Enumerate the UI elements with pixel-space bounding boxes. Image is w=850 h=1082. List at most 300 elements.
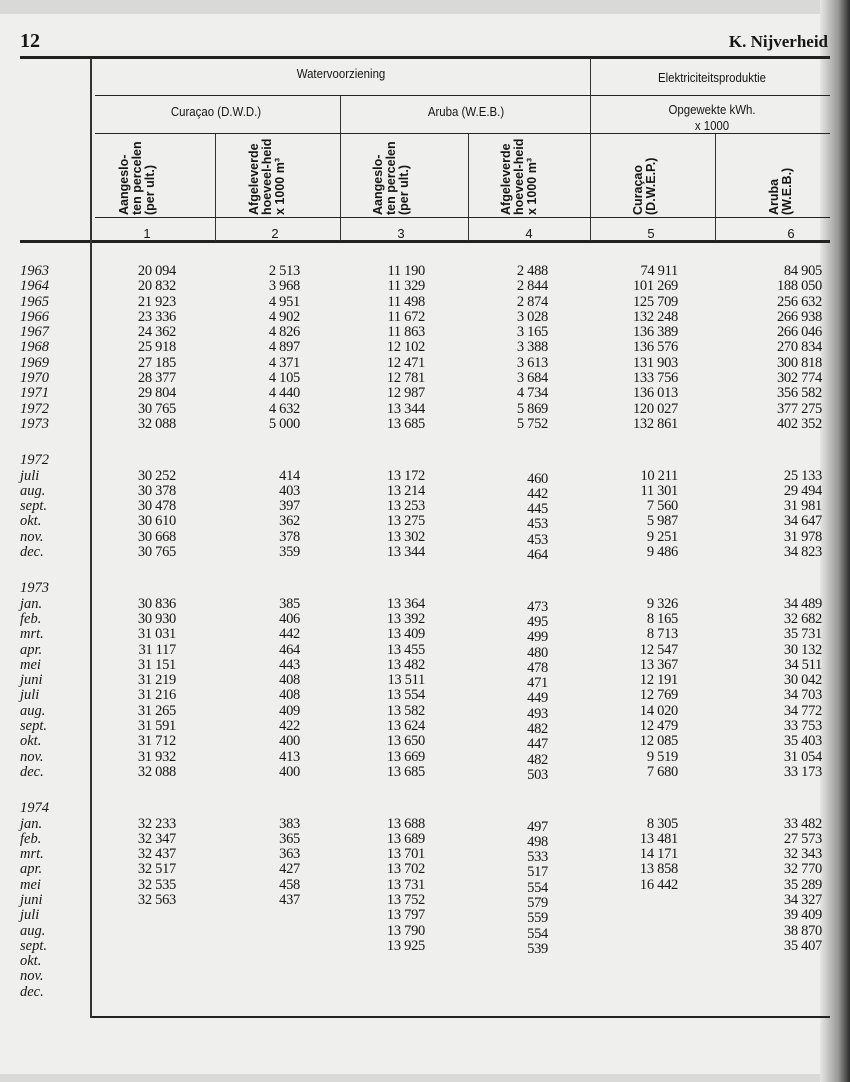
cell-col3: 11 863 xyxy=(387,324,425,341)
cell-col6: 34 703 xyxy=(783,687,822,704)
table-row xyxy=(0,922,836,942)
cell-col1: 32 347 xyxy=(137,830,176,847)
cell-col2: 4 632 xyxy=(268,400,300,417)
cell-col6: 34 647 xyxy=(783,513,822,530)
cell-col6: 402 352 xyxy=(776,415,822,432)
row-period: juni xyxy=(20,672,43,689)
row-period: dec. xyxy=(20,544,44,561)
cell-col5: 8 165 xyxy=(646,610,678,627)
cell-col2: 5 000 xyxy=(268,415,300,432)
cell-col5: 9 486 xyxy=(646,544,678,561)
cell-col4: 4 734 xyxy=(516,385,548,402)
cell-col6: 35 731 xyxy=(783,626,822,643)
cell-col3: 13 669 xyxy=(386,748,425,765)
cell-col1: 30 478 xyxy=(137,498,176,515)
cell-col5: 12 191 xyxy=(639,672,678,689)
table-row xyxy=(0,264,836,279)
cell-col5: 7 680 xyxy=(646,763,678,780)
cell-col1: 30 378 xyxy=(137,482,176,499)
cell-col2: 400 xyxy=(279,763,300,780)
cell-col4: 447 xyxy=(527,736,548,753)
section-year-label: 1973 xyxy=(20,580,49,597)
table-row xyxy=(0,861,836,881)
table-row xyxy=(0,907,836,927)
cell-col6: 32 682 xyxy=(783,610,822,627)
cell-col1: 32 563 xyxy=(137,891,176,908)
cell-col4: 493 xyxy=(527,705,548,722)
cell-col4: 2 874 xyxy=(516,293,548,310)
cell-col6: 35 289 xyxy=(783,876,822,893)
cell-col2: 427 xyxy=(279,861,300,878)
cell-col6: 270 834 xyxy=(776,339,822,356)
cell-col5: 120 027 xyxy=(632,400,678,417)
col-number: 4 xyxy=(525,226,533,241)
cell-col5: 5 987 xyxy=(646,513,678,530)
cell-col1: 30 252 xyxy=(137,467,176,484)
cell-col3: 13 731 xyxy=(386,876,425,893)
row-period: sept. xyxy=(20,498,47,515)
cell-col6: 34 489 xyxy=(783,595,822,612)
cell-col6: 39 409 xyxy=(783,907,822,924)
cell-col1: 27 185 xyxy=(137,354,176,371)
table-row xyxy=(0,763,836,783)
cell-col3: 13 702 xyxy=(386,861,425,878)
header-curacao-dwd: Curaçao (D.W.D.) xyxy=(170,104,262,119)
table-row xyxy=(0,985,836,1000)
cell-col2: 383 xyxy=(279,815,300,832)
cell-col4: 442 xyxy=(527,485,548,502)
row-period: juli xyxy=(20,687,40,704)
col-number: 1 xyxy=(143,226,151,241)
cell-col5: 133 756 xyxy=(632,370,678,387)
cell-col4: 453 xyxy=(527,531,548,548)
cell-col2: 397 xyxy=(279,498,300,515)
cell-col1: 20 832 xyxy=(137,278,176,295)
row-period: mrt. xyxy=(20,626,44,643)
cell-col3: 11 329 xyxy=(387,278,425,295)
table-row xyxy=(0,544,836,564)
col-number: 5 xyxy=(647,226,655,241)
cell-col6: 356 582 xyxy=(776,385,822,402)
cell-col5: 136 576 xyxy=(632,339,678,356)
cell-col5: 136 013 xyxy=(632,385,678,402)
cell-col6: 27 573 xyxy=(783,830,822,847)
cell-col2: 403 xyxy=(279,482,300,499)
header-kwh: Opgewekte kWh. xyxy=(668,102,756,117)
cell-col5: 12 085 xyxy=(639,733,678,750)
cell-col2: 408 xyxy=(279,672,300,689)
cell-col3: 12 471 xyxy=(386,354,425,371)
cell-col2: 4 440 xyxy=(268,385,300,402)
cell-col3: 11 190 xyxy=(387,263,425,279)
cell-col3: 13 688 xyxy=(386,815,425,832)
col-divider xyxy=(715,133,716,241)
cell-col4: 478 xyxy=(527,659,548,676)
cell-col4: 499 xyxy=(527,629,548,646)
cell-col1: 32 535 xyxy=(137,876,176,893)
cell-col6: 302 774 xyxy=(776,370,822,387)
cell-col1: 32 233 xyxy=(137,815,176,832)
table-row xyxy=(0,340,836,355)
cell-col4: 449 xyxy=(527,690,548,707)
section-divider xyxy=(590,58,591,241)
row-period: mei xyxy=(20,656,41,673)
cell-col6: 33 173 xyxy=(783,763,822,780)
cell-col1: 31 216 xyxy=(137,687,176,704)
table-row xyxy=(0,279,836,294)
table-row xyxy=(0,969,836,984)
table-row xyxy=(0,626,836,646)
table-row xyxy=(0,733,836,753)
row-period: 1967 xyxy=(20,324,49,341)
cell-col4: 3 613 xyxy=(516,354,548,371)
cell-col1: 32 437 xyxy=(137,846,176,863)
row-period: 1965 xyxy=(20,293,49,310)
cell-col2: 378 xyxy=(279,528,300,545)
cell-col4: 3 684 xyxy=(516,370,548,387)
cell-col1: 31 712 xyxy=(137,733,176,750)
cell-col6: 31 054 xyxy=(783,748,822,765)
cell-col3: 13 344 xyxy=(386,400,425,417)
cell-col3: 13 409 xyxy=(386,626,425,643)
cell-col6: 33 482 xyxy=(783,815,822,832)
cell-col6: 30 042 xyxy=(783,672,822,689)
cell-col2: 437 xyxy=(279,891,300,908)
table-row xyxy=(0,748,836,768)
cell-col3: 12 781 xyxy=(386,370,425,387)
cell-col5: 12 479 xyxy=(639,718,678,735)
table-row xyxy=(0,656,836,676)
table-row xyxy=(0,595,836,615)
cell-col5: 12 547 xyxy=(639,641,678,658)
section-label-row xyxy=(0,801,836,816)
cell-col5: 16 442 xyxy=(639,876,678,893)
cell-col2: 4 897 xyxy=(268,339,300,356)
table-row xyxy=(0,876,836,896)
col-number: 6 xyxy=(787,226,795,241)
row-period: okt. xyxy=(20,953,42,970)
cell-col3: 11 672 xyxy=(387,308,425,325)
cell-col4: 471 xyxy=(527,675,548,692)
table-row xyxy=(0,937,836,957)
cell-col5: 132 248 xyxy=(632,308,678,325)
cell-col6: 32 770 xyxy=(783,861,822,878)
cell-col3: 13 685 xyxy=(386,763,425,780)
cell-col4: 482 xyxy=(527,751,548,768)
cell-col5: 101 269 xyxy=(632,278,678,295)
rule xyxy=(95,133,830,134)
cell-col2: 4 105 xyxy=(268,370,300,387)
cell-col1: 30 765 xyxy=(137,400,176,417)
cell-col2: 2 513 xyxy=(268,263,300,279)
row-period: dec. xyxy=(20,763,44,780)
cell-col1: 31 117 xyxy=(138,641,176,658)
cell-col6: 29 494 xyxy=(783,482,822,499)
table-row xyxy=(0,402,836,417)
cell-col2: 365 xyxy=(279,830,300,847)
cell-col5: 13 481 xyxy=(639,830,678,847)
cell-col1: 25 918 xyxy=(137,339,176,356)
row-period: aug. xyxy=(20,482,46,499)
cell-col1: 29 804 xyxy=(137,385,176,402)
cell-col5: 125 709 xyxy=(632,293,678,310)
cell-col6: 266 046 xyxy=(776,324,822,341)
cell-col4: 3 165 xyxy=(516,324,548,341)
table-row xyxy=(0,610,836,630)
table-row xyxy=(0,325,836,340)
row-period: juli xyxy=(20,467,40,484)
table-row xyxy=(0,687,836,707)
cell-col4: 3 388 xyxy=(516,339,548,356)
row-period: nov. xyxy=(20,528,44,545)
cell-col5: 13 858 xyxy=(639,861,678,878)
cell-col5: 74 911 xyxy=(640,263,678,279)
cell-col5: 13 367 xyxy=(639,656,678,673)
cell-col4: 445 xyxy=(527,501,548,518)
cell-col4: 453 xyxy=(527,516,548,533)
row-period: 1964 xyxy=(20,278,49,295)
cell-col4: 539 xyxy=(527,940,548,957)
cell-col5: 11 301 xyxy=(640,482,678,499)
cell-col5: 9 326 xyxy=(646,595,678,612)
col-number: 3 xyxy=(397,226,405,241)
row-period: mrt. xyxy=(20,846,44,863)
table-row xyxy=(0,702,836,722)
cell-col6: 25 133 xyxy=(783,467,822,484)
cell-col6: 35 403 xyxy=(783,733,822,750)
header-aruba-web: Aruba (W.E.B.) xyxy=(427,104,505,119)
cell-col6: 34 327 xyxy=(783,891,822,908)
cell-col3: 13 797 xyxy=(386,907,425,924)
row-period: feb. xyxy=(20,610,42,627)
cell-col1: 30 610 xyxy=(137,513,176,530)
cell-col3: 13 685 xyxy=(386,415,425,432)
cell-col3: 13 455 xyxy=(386,641,425,658)
cell-col3: 12 102 xyxy=(386,339,425,356)
cell-col1: 28 377 xyxy=(137,370,176,387)
cell-col4: 3 028 xyxy=(516,308,548,325)
cell-col6: 31 978 xyxy=(783,528,822,545)
table-row xyxy=(0,498,836,518)
cell-col3: 13 554 xyxy=(386,687,425,704)
cell-col6: 35 407 xyxy=(783,937,822,954)
section-label-row xyxy=(0,453,836,468)
cell-col4: 5 869 xyxy=(516,400,548,417)
table-row xyxy=(0,356,836,371)
cell-col5: 136 389 xyxy=(632,324,678,341)
cell-col6: 188 050 xyxy=(776,278,822,295)
cell-col2: 458 xyxy=(279,876,300,893)
cell-col3: 13 172 xyxy=(386,467,425,484)
cell-col6: 31 981 xyxy=(783,498,822,515)
table-row xyxy=(0,846,836,866)
table-row xyxy=(0,830,836,850)
cell-col5: 9 519 xyxy=(646,748,678,765)
cell-col2: 363 xyxy=(279,846,300,863)
table-row xyxy=(0,513,836,533)
cell-col4: 498 xyxy=(527,833,548,850)
row-period: aug. xyxy=(20,702,46,719)
cell-col3: 13 344 xyxy=(386,544,425,561)
cell-col3: 12 987 xyxy=(386,385,425,402)
row-period: 1970 xyxy=(20,370,49,387)
cell-col5: 132 861 xyxy=(632,415,678,432)
cell-col4: 2 488 xyxy=(516,263,548,279)
cell-col5: 10 211 xyxy=(640,467,678,484)
cell-col6: 377 275 xyxy=(776,400,822,417)
table-row xyxy=(0,718,836,738)
cell-col6: 38 870 xyxy=(783,922,822,939)
table-row xyxy=(0,482,836,502)
row-period: jan. xyxy=(20,595,43,612)
cell-col2: 409 xyxy=(279,702,300,719)
cell-col2: 362 xyxy=(279,513,300,530)
table-section xyxy=(0,264,836,432)
cell-col6: 256 632 xyxy=(776,293,822,310)
cell-col1: 31 031 xyxy=(137,626,176,643)
cell-col2: 443 xyxy=(279,656,300,673)
col-number: 2 xyxy=(271,226,279,241)
cell-col3: 13 582 xyxy=(386,702,425,719)
cell-col2: 4 826 xyxy=(268,324,300,341)
row-period: 1972 xyxy=(20,400,49,417)
cell-col3: 13 650 xyxy=(386,733,425,750)
row-period: apr. xyxy=(20,861,43,878)
cell-col4: 497 xyxy=(527,818,548,835)
cell-col3: 13 701 xyxy=(386,846,425,863)
cell-col1: 21 923 xyxy=(137,293,176,310)
cell-col5: 9 251 xyxy=(646,528,678,545)
cell-col3: 13 214 xyxy=(386,482,425,499)
cell-col2: 413 xyxy=(279,748,300,765)
cell-col4: 495 xyxy=(527,613,548,630)
cell-col4: 554 xyxy=(527,925,548,942)
cell-col5: 131 903 xyxy=(632,354,678,371)
cell-col3: 13 790 xyxy=(386,922,425,939)
table-section xyxy=(0,801,836,1000)
cell-col3: 11 498 xyxy=(387,293,425,310)
cell-col1: 30 668 xyxy=(137,528,176,545)
cell-col1: 32 517 xyxy=(137,861,176,878)
cell-col6: 34 823 xyxy=(783,544,822,561)
cell-col3: 13 302 xyxy=(386,528,425,545)
cell-col2: 359 xyxy=(279,544,300,561)
cell-col6: 34 772 xyxy=(783,702,822,719)
cell-col1: 31 932 xyxy=(137,748,176,765)
cell-col4: 2 844 xyxy=(516,278,548,295)
cell-col1: 24 362 xyxy=(137,324,176,341)
col4-header: Afgeleverde hoeveel-heid x 1000 m³ xyxy=(499,138,539,215)
cell-col4: 533 xyxy=(527,849,548,866)
table-row xyxy=(0,954,836,969)
cell-col5: 14 020 xyxy=(639,702,678,719)
cell-col1: 31 591 xyxy=(137,718,176,735)
col5-header: Curaçao (D.W.E.P.) xyxy=(631,157,658,215)
table-row xyxy=(0,417,836,432)
cell-col3: 13 275 xyxy=(386,513,425,530)
table-section xyxy=(0,580,836,783)
cell-col5: 7 560 xyxy=(646,498,678,515)
row-period: 1969 xyxy=(20,354,49,371)
row-period: sept. xyxy=(20,718,47,735)
col-divider xyxy=(215,133,216,241)
cell-col1: 30 765 xyxy=(137,544,176,561)
cell-col6: 266 938 xyxy=(776,308,822,325)
table-top-rule xyxy=(20,56,830,59)
table-row xyxy=(0,310,836,325)
cell-col3: 13 689 xyxy=(386,830,425,847)
row-period: jan. xyxy=(20,815,43,832)
cell-col1: 31 265 xyxy=(137,702,176,719)
cell-col6: 32 343 xyxy=(783,846,822,863)
cell-col3: 13 624 xyxy=(386,718,425,735)
header-elektriciteit: Elektriciteitsproduktie xyxy=(657,70,767,85)
table-row xyxy=(0,672,836,692)
cell-col4: 464 xyxy=(527,547,548,564)
cell-col3: 13 925 xyxy=(386,937,425,954)
cell-col6: 30 132 xyxy=(783,641,822,658)
rule xyxy=(95,217,830,218)
section-year-label: 1974 xyxy=(20,800,49,817)
cell-col1: 31 219 xyxy=(137,672,176,689)
table-row xyxy=(0,815,836,835)
row-period: 1968 xyxy=(20,339,49,356)
row-period: nov. xyxy=(20,748,44,765)
cell-col4: 559 xyxy=(527,910,548,927)
row-period: 1963 xyxy=(20,263,49,279)
cell-col2: 422 xyxy=(279,718,300,735)
row-period: feb. xyxy=(20,830,42,847)
cell-col6: 84 905 xyxy=(783,263,822,279)
row-period: juni xyxy=(20,891,43,908)
chapter-title: K. Nijverheid xyxy=(728,32,828,51)
cell-col2: 406 xyxy=(279,610,300,627)
cell-col1: 32 088 xyxy=(137,763,176,780)
cell-col6: 34 511 xyxy=(784,656,822,673)
cell-col2: 442 xyxy=(279,626,300,643)
row-period: aug. xyxy=(20,922,46,939)
col-divider xyxy=(468,133,469,241)
table-row xyxy=(0,386,836,401)
row-period: mei xyxy=(20,876,41,893)
cell-col4: 503 xyxy=(527,766,548,783)
cell-col4: 482 xyxy=(527,721,548,738)
section-label-row xyxy=(0,581,836,596)
cell-col6: 300 818 xyxy=(776,354,822,371)
section-year-label: 1972 xyxy=(20,452,49,469)
cell-col3: 13 392 xyxy=(386,610,425,627)
cell-col1: 30 930 xyxy=(137,610,176,627)
cell-col3: 13 752 xyxy=(386,891,425,908)
rule xyxy=(590,95,830,96)
col2-header: Afgeleverde hoeveel-heid x 1000 m³ xyxy=(247,138,287,215)
col6-header: Aruba (W.E.B.) xyxy=(767,167,794,215)
row-period: 1973 xyxy=(20,415,49,432)
table-row xyxy=(0,371,836,386)
cell-col1: 30 836 xyxy=(137,595,176,612)
cell-col1: 32 088 xyxy=(137,415,176,432)
cell-col3: 13 253 xyxy=(386,498,425,515)
col1-header: Aangeslo-ten percelen (per ult.) xyxy=(117,141,157,215)
cell-col3: 13 511 xyxy=(387,672,425,689)
cell-col6: 33 753 xyxy=(783,718,822,735)
header-watervoorziening: Watervoorziening xyxy=(296,66,386,81)
cell-col2: 4 371 xyxy=(268,354,300,371)
rule xyxy=(95,95,590,96)
table-row xyxy=(0,641,836,661)
header-kwh-unit: x 1000 xyxy=(694,118,730,133)
cell-col5: 8 305 xyxy=(646,815,678,832)
